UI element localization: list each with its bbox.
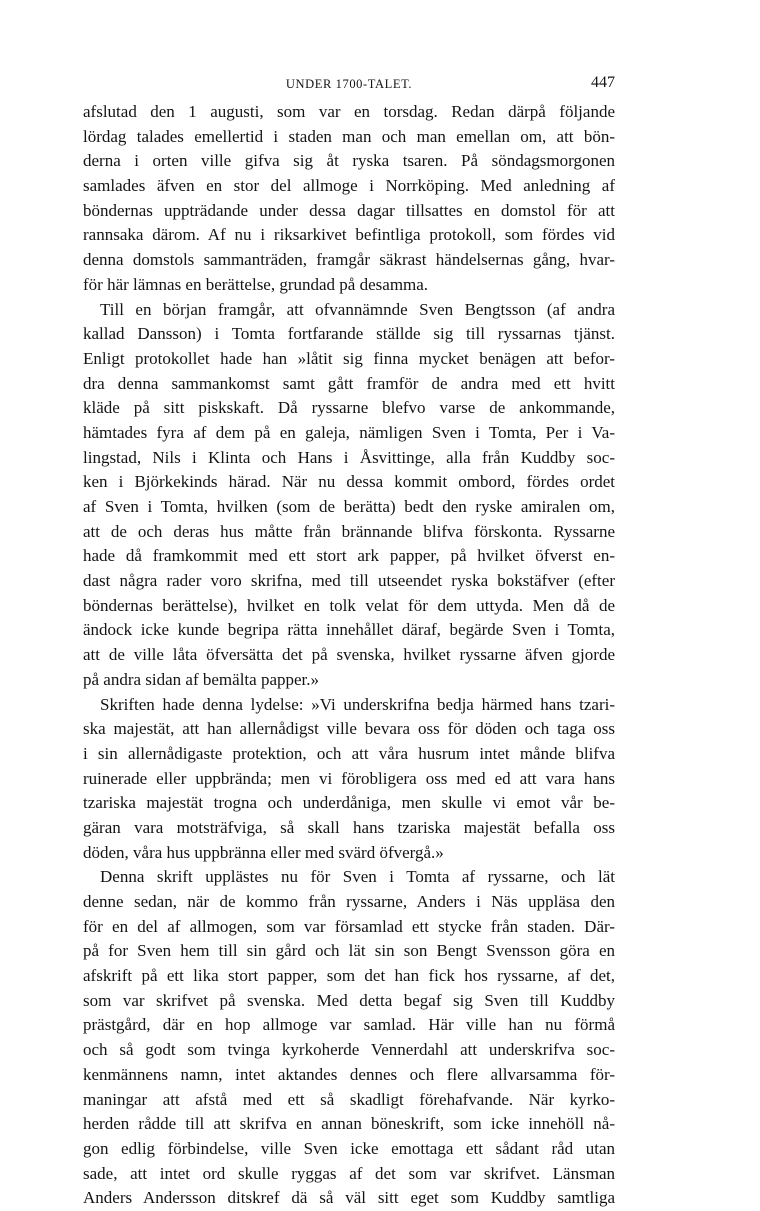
text-line: Anders Andersson ditskref dä så väl sitt eget som Kuddby samtliga xyxy=(83,1188,615,1208)
text-line: som var skrifvet på svenska. Med detta begaf sig Sven till Kuddby xyxy=(83,990,615,1010)
text-line: hade då framkommit med ett stort ark papper, på hvilket öfverst en- xyxy=(83,546,615,566)
text-line: Till en början framgår, att ofvannämnde Sven Bengtsson (af andra xyxy=(100,299,615,319)
text-line: Enligt protokollet hade han »låtit sig finna mycket benägen att befor- xyxy=(83,348,615,368)
body-text xyxy=(83,100,615,1211)
text-line: lingstad, Nils i Klinta och Hans i Åsvittinge, alla från Kuddby soc- xyxy=(83,447,615,467)
text-line: denna domstols sammanträden, framgår säkrast händelsernas gång, hvar- xyxy=(83,250,615,270)
text-line: att de och deras hus måtte från brännande blifva förskonta. Ryssarne xyxy=(83,521,615,541)
text-line: gäran vara motsträfviga, så skall hans tzariska majestät befalla oss xyxy=(83,817,615,837)
text-line: ken i Björkekinds härad. När nu dessa kommit ombord, fördes ordet xyxy=(83,472,615,492)
text-line: böndernas berättelse), hvilket en tolk velat för dem uttyda. Men då de xyxy=(83,595,615,615)
text-line: af Sven i Tomta, hvilken (som de berätta) bedt den ryske amiralen om, xyxy=(83,497,615,516)
text-line: samlades äfven en stor del allmoge i Norrköping. Med anledning af xyxy=(83,176,615,196)
text-line: ändock icke kunde begripa rätta innehållet däraf, begärde Sven i Tomta, xyxy=(83,620,615,640)
text-line: Denna skrift upplästes nu för Sven i Tomta af ryssarne, och lät xyxy=(100,867,615,887)
text-line: ska majestät, att han allernådigst ville bevara oss för döden och taga oss xyxy=(83,719,615,739)
text-line: afslutad den 1 augusti, som var en torsdag. Redan därpå följande xyxy=(83,102,615,121)
text-line: kenmännens namn, intet aktandes dennes och flere allvarsamma för- xyxy=(83,1064,615,1084)
running-head xyxy=(83,74,615,96)
text-line: hämtades fyra af dem på en galeja, nämligen Sven i Tomta, Per i Va- xyxy=(83,422,615,442)
text-line: döden, våra hus uppbränna eller med svärd öfvergå.» xyxy=(83,842,444,862)
text-line: maningar att afstå med ett så skadligt förehafvande. När kyrko- xyxy=(83,1089,615,1109)
text-line: och så godt som tvinga kyrkoherde Vennerdahl att underskrifva soc- xyxy=(83,1040,615,1060)
text-line: gon edlig förbindelse, ville Sven icke emottaga ett sådant råd utan xyxy=(83,1138,615,1158)
text-line: kallad Dansson) i Tomta fortfarande ställde sig till ryssarnas tjänst. xyxy=(83,324,615,344)
text-line: afskrift på ett lika stort papper, som det han fick hos ryssarne, af det, xyxy=(83,966,615,986)
text-line: dra denna sammankomst samt gått framför de andra med ett hvitt xyxy=(83,373,615,393)
text-line: dast några rader voro skrifna, med till utseendet ryska bokstäfver (efter xyxy=(83,571,615,591)
text-line: kläde på sitt piskskaft. Då ryssarne blefvo varse de ankommande, xyxy=(83,398,615,418)
text-line: herden rådde till att skrifva en annan böneskrift, som icke innehöll nå- xyxy=(83,1114,615,1134)
text-line: på for Sven hem till sin gård och lät sin son Bengt Svensson göra en xyxy=(83,941,615,961)
text-line: att de ville låta öfversätta det på svenska, hvilket ryssarne äfven gjorde xyxy=(83,645,615,665)
running-title: UNDER 1700-TALET. xyxy=(285,77,413,91)
page-number: 447 xyxy=(591,74,615,91)
text-line: Skriften hade denna lydelse: »Vi underskrifna bedja härmed hans tzari- xyxy=(100,694,615,714)
text-line: på andra sidan af bemälta papper.» xyxy=(83,669,320,689)
text-line: i sin allernådigaste protektion, och att våra husrum intet månde blifva xyxy=(83,743,615,763)
text-line: ruinerade eller uppbrända; men vi förobligera oss med ed att vara hans xyxy=(83,768,615,788)
text-line: denne sedan, när de kommo från ryssarne, Anders i Näs uppläsa den xyxy=(83,892,615,911)
text-line: lördag talades emellertid i staden man och man emellan om, att bön- xyxy=(83,126,615,146)
text-line: sade, att intet ord skulle ryggas af det som var skrifvet. Länsman xyxy=(83,1163,615,1183)
text-line: prästgård, där en hop allmoge var samlad. Här ville han nu förmå xyxy=(83,1015,615,1035)
text-line: derna i orten ville gifva sig åt ryska tsaren. På söndagsmorgonen xyxy=(83,151,615,171)
text-line: tzariska majestät trogna och underdåniga, men skulle vi emot vår be- xyxy=(83,793,615,813)
text-line: böndernas uppträdande under dessa dagar tillsattes en domstol för att xyxy=(83,200,615,220)
text-line: för en del af allmogen, som var församlad ett stycke från staden. Där- xyxy=(83,916,615,936)
text-line: rannsaka därom. Af nu i riksarkivet befintliga protokoll, som fördes vid xyxy=(83,225,615,245)
text-line: för här lämnas en berättelse, grundad på desamma. xyxy=(83,274,429,294)
